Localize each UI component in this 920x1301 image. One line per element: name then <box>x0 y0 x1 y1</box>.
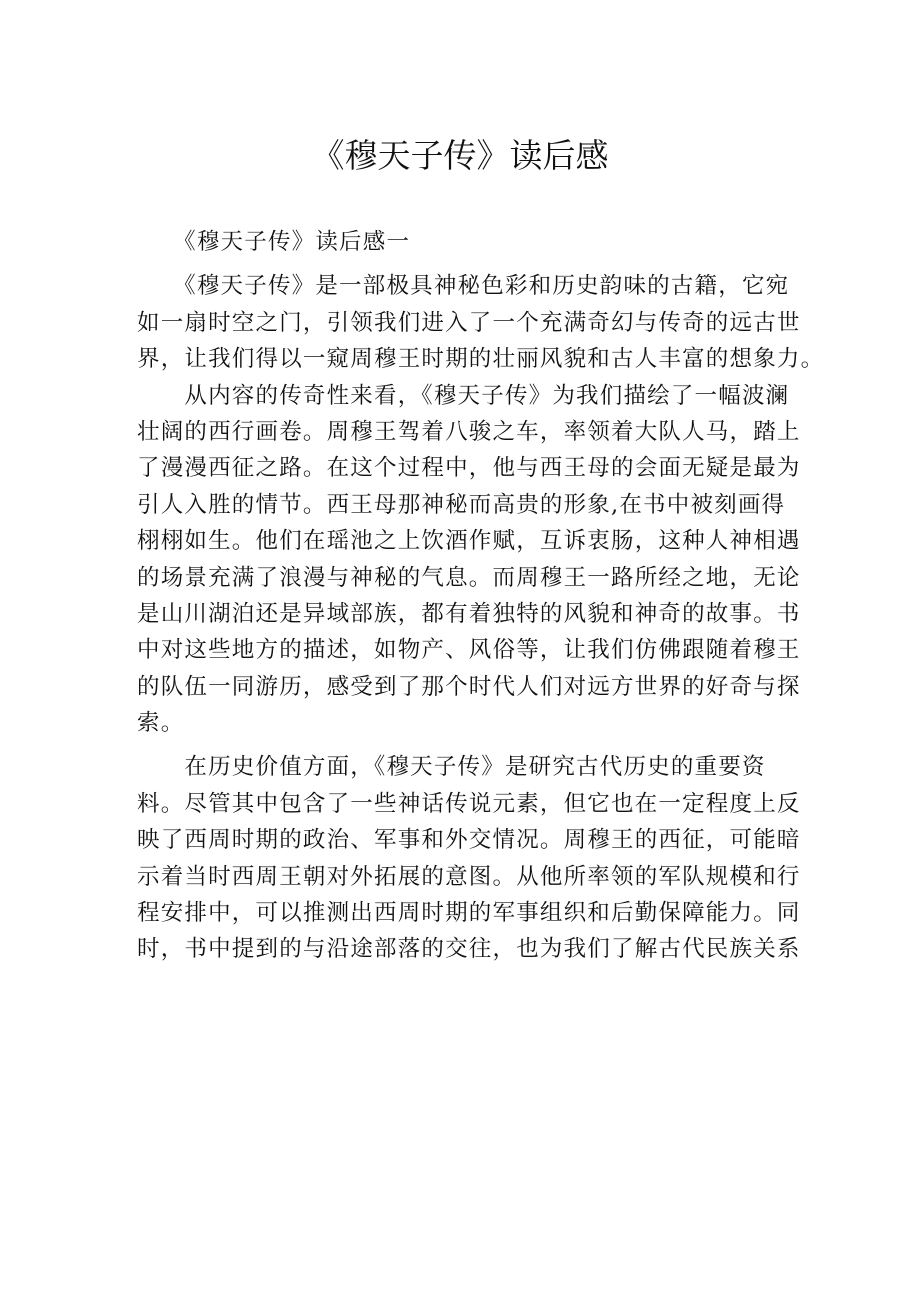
text-line: 引人入胜的情节。西王母那神秘而高贵的形象,在书中被刻画得 <box>137 491 786 518</box>
text-line: 时，书中提到的与沿途部落的交往，也为我们了解古代民族关系 <box>137 936 801 963</box>
text-line: 是山川湖泊还是异域部族，都有着独特的风貌和神奇的故事。书 <box>137 600 801 627</box>
text-line: 程安排中，可以推测出西周时期的军事组织和后勤保障能力。同 <box>137 900 801 927</box>
text-line: 栩栩如生。他们在瑶池之上饮酒作赋，互诉衷肠，这种人神相遇 <box>137 528 801 555</box>
text-line: 《穆天子传》读后感一 <box>137 229 411 255</box>
document-title: 《穆天子传》读后感 <box>311 136 609 175</box>
document-body <box>137 224 825 968</box>
text-line: 如一扇时空之门，引领我们进入了一个充满奇幻与传奇的远古世 <box>137 309 801 336</box>
paragraph-break <box>137 741 789 749</box>
text-line: 映了西周时期的政治、军事和外交情况。周穆王的西征，可能暗 <box>137 827 801 854</box>
text-line: 了漫漫西征之路。在这个过程中，他与西王母的会面无疑是最为 <box>137 455 801 482</box>
text-line: 界，让我们得以一窥周穆王时期的壮丽风貌和古人丰富的想象力。 <box>137 346 825 373</box>
text-line: 的场景充满了浪漫与神秘的气息。而周穆王一路所经之地，无论 <box>137 564 801 591</box>
text-line: 的队伍一同游历，感受到了那个时代人们对远方世界的好奇与探 <box>137 673 801 700</box>
text-line: 索。 <box>137 710 185 737</box>
text-line: 中对这些地方的描述，如物产、风俗等，让我们仿佛跟随着穆王 <box>137 637 801 664</box>
text-line: 从内容的传奇性来看，《穆天子传》为我们描绘了一幅波澜 <box>137 382 790 409</box>
paragraph-break <box>137 260 789 268</box>
text-line: 壮阔的西行画卷。周穆王驾着八骏之车，率领着大队人马，踏上 <box>137 418 801 445</box>
text-line: 《穆天子传》是一部极具神秘色彩和历史韵味的古籍，它宛 <box>137 273 790 300</box>
text-line: 示着当时西周王朝对外拓展的意图。从他所率领的军队规模和行 <box>137 863 801 890</box>
text-line: 在历史价值方面，《穆天子传》是研究古代历史的重要资 <box>137 754 766 781</box>
text-line: 料。尽管其中包含了一些神话传说元素，但它也在一定程度上反 <box>137 790 801 817</box>
